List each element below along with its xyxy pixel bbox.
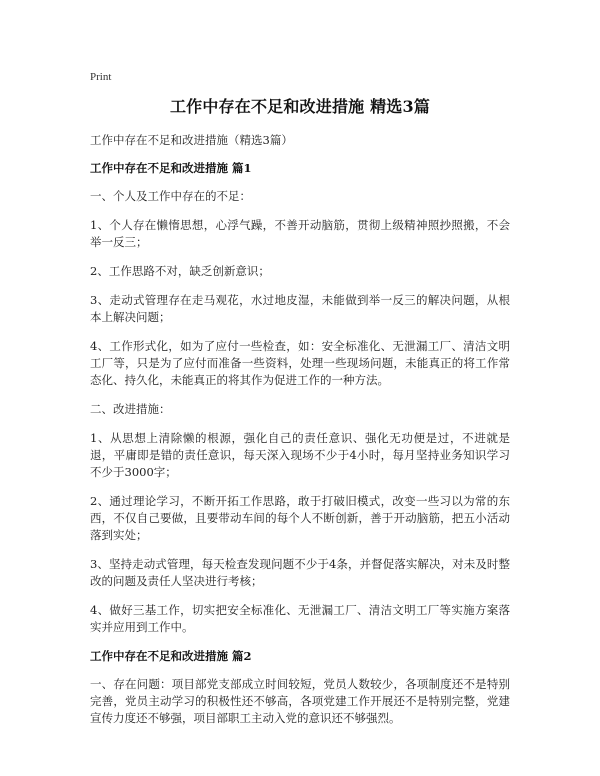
paragraph: 1、从思想上清除懒的根源，强化自己的责任意识、强化无功便是过，不进就是退，平庸即是错的责任意识，每天深入现场不少于4小时，每月坚持业务知识学习不少于3000字； bbox=[90, 431, 510, 479]
paragraph: 3、坚持走动式管理，每天检查发现问题不少于4条，并督促落实解决，对未及时整改的问题及责任人坚决进行考核； bbox=[90, 557, 510, 588]
paragraph: 3、走动式管理存在走马观花，水过地皮湿，未能做到举一反三的解决问题，从根本上解决问题； bbox=[90, 293, 510, 324]
paragraph: 4、做好三基工作，切实把安全标准化、无泄漏工厂、清洁文明工厂等实施方案落实并应用到工作中。 bbox=[90, 603, 510, 634]
section-heading: 工作中存在不足和改进措施 篇1 bbox=[90, 161, 252, 175]
paragraph: 二、改进措施： bbox=[90, 402, 171, 416]
paragraph: 一、个人及工作中存在的不足： bbox=[90, 189, 251, 203]
paragraph: 一、存在问题：项目部党支部成立时间较短，党员人数较少，各项制度还不是特别完善，党员主动学习的积极性还不够高，各项党建工作开展还不是特别完整，党建宣传力度还不够强，项目部职工主动入党的意识还不够强烈。 bbox=[90, 677, 510, 725]
paragraph: 2、工作思路不对，缺乏创新意识； bbox=[90, 264, 270, 278]
document-subtitle: 工作中存在不足和改进措施（精选3篇） bbox=[90, 133, 293, 147]
section-heading: 工作中存在不足和改进措施 篇2 bbox=[90, 649, 252, 663]
paragraph: 2、通过理论学习，不断开拓工作思路，敢于打破旧模式，改变一些习以为常的东西，不仅自己要做，且要带动车间的每个人不断创新，善于开动脑筋，把五小活动落到实处； bbox=[90, 494, 510, 542]
print-link[interactable]: Print bbox=[90, 71, 112, 83]
paragraph: 1、个人存在懒惰思想，心浮气躁，不善开动脑筋，贯彻上级精神照抄照搬，不会举一反三； bbox=[90, 218, 510, 249]
paragraph: 4、工作形式化，如为了应付一些检查，如：安全标准化、无泄漏工厂、清洁文明工厂等，只是为了应付而准备一些资料，处理一些现场问题，未能真正的将工作常态化、持久化，未能真正的将其作为促进工作的一种方法。 bbox=[90, 339, 510, 387]
document-title: 工作中存在不足和改进措施 精选3篇 bbox=[169, 97, 431, 116]
